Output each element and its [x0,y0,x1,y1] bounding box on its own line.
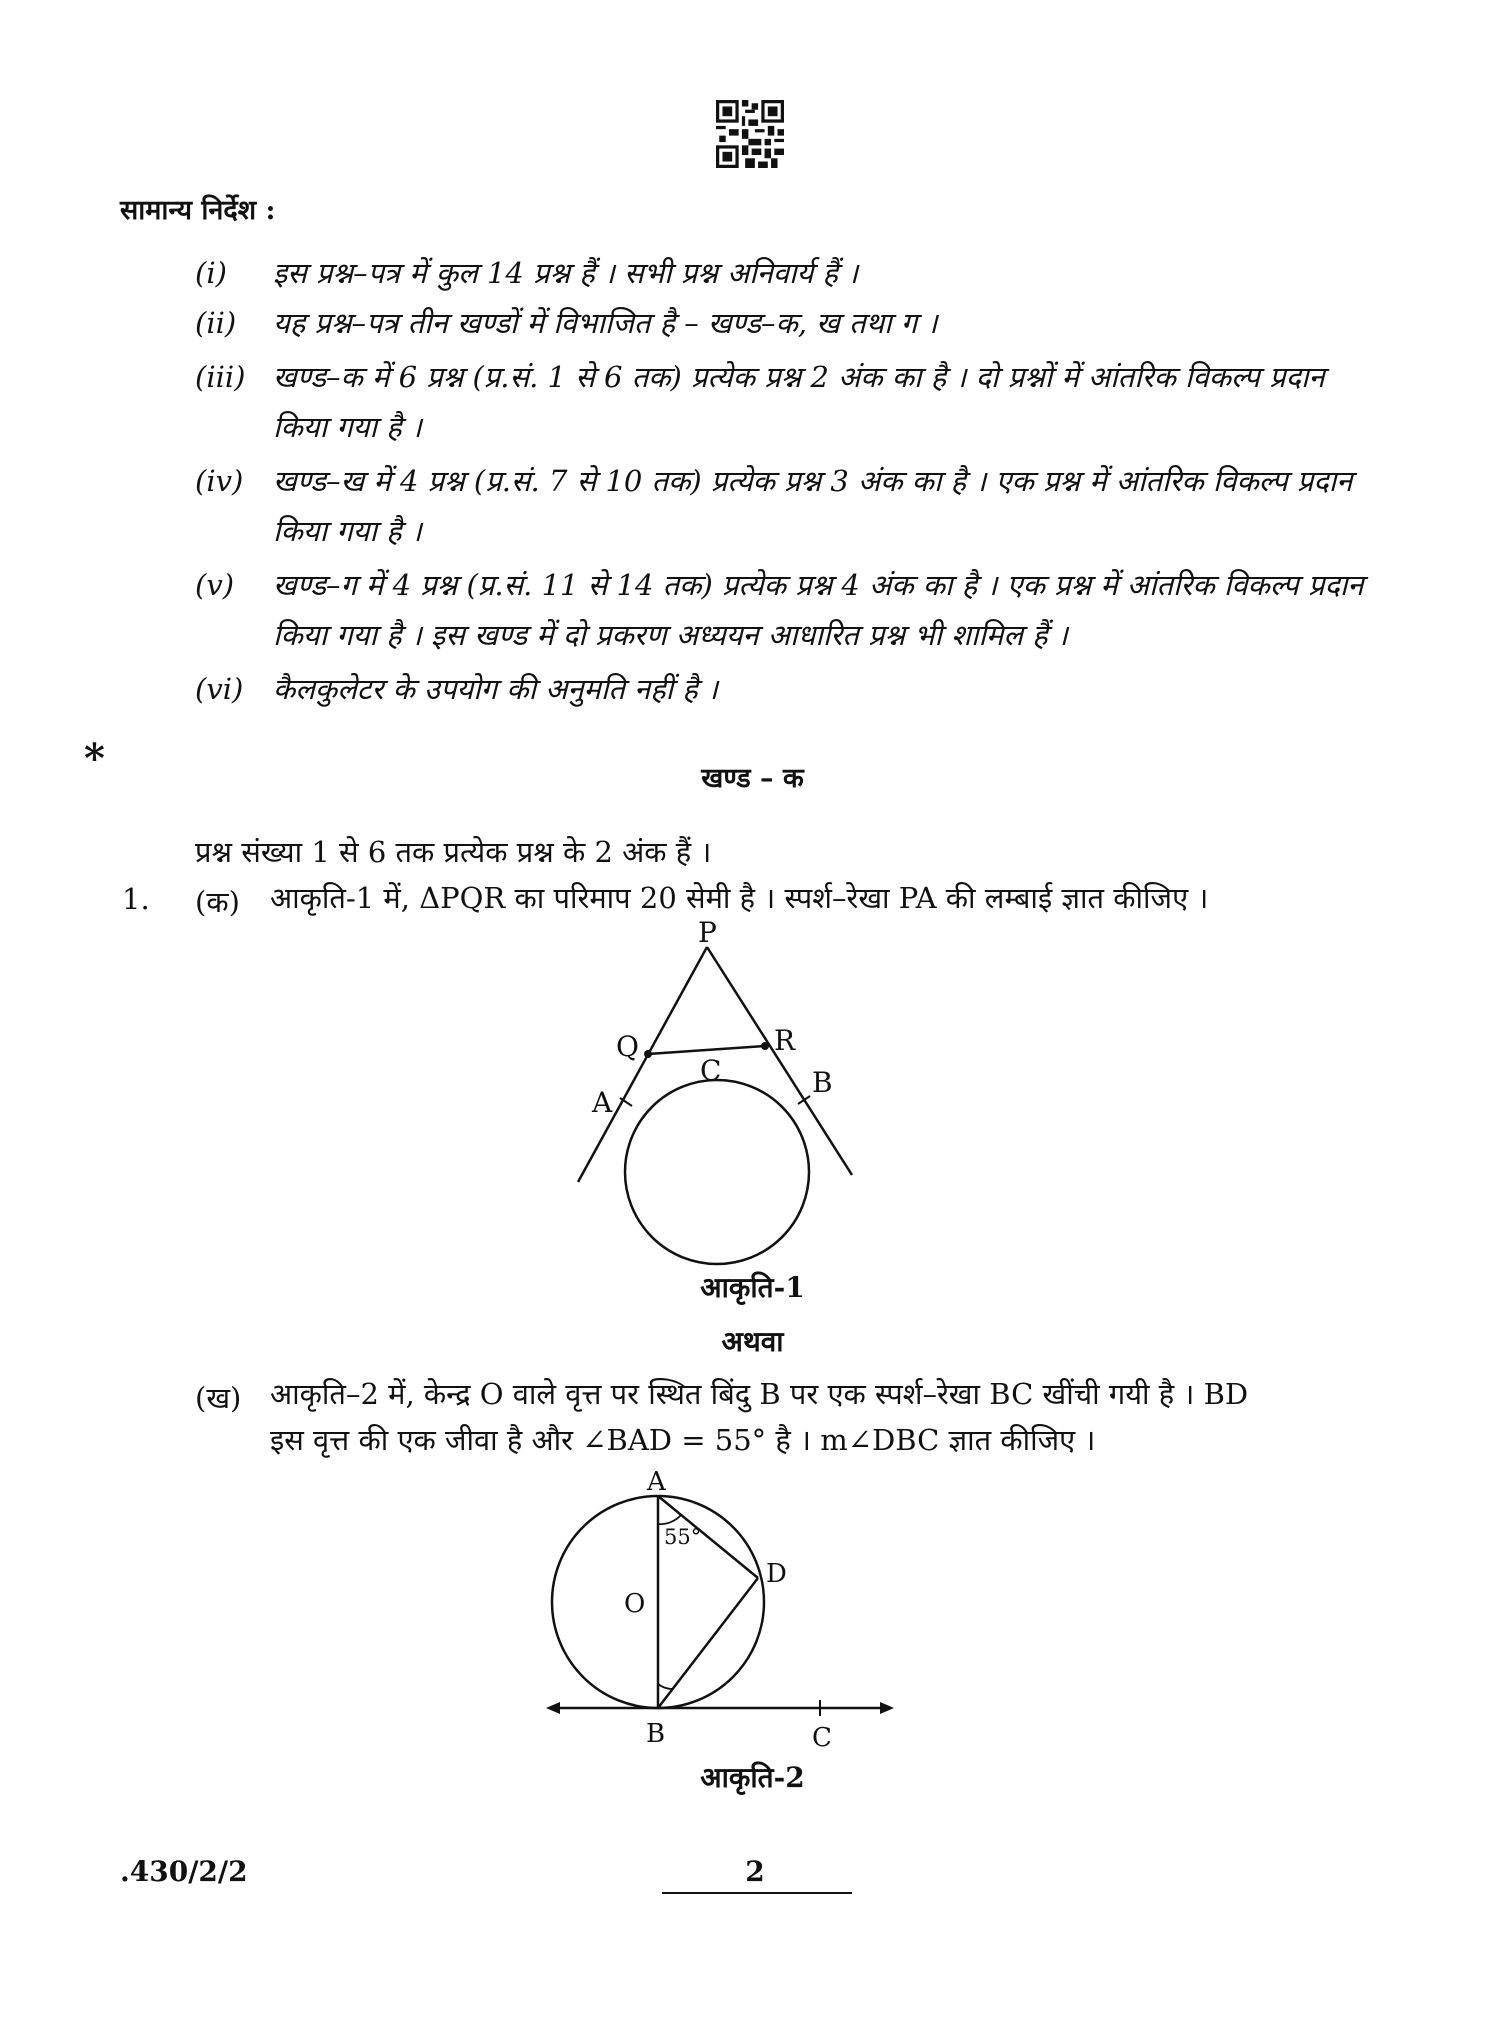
circle [625,1080,809,1264]
label-r: R [774,1024,796,1057]
part-b-line-1: आकृति–2 में, केन्द्र O वाले वृत्त पर स्थित बिंदु B पर एक स्पर्श–रेखा BC खींची गयी है । BD [270,1377,1249,1411]
angle-label: 55° [664,1525,702,1549]
instruction-text: खण्ड–ख में 4 प्रश्न (प्र.सं. 7 से 10 तक) प्रत्येक प्रश्न 3 अंक का है । एक प्रश्न में आंतरिक विकल्प प्रदान किया गया है । [273,464,1353,548]
label-a: A [592,1086,613,1119]
instruction-text: कैलकुलेटर के उपयोग की अनुमति नहीं है । [273,672,718,706]
arrow-right-icon [880,1702,894,1714]
label-c: C [812,1723,832,1753]
label-p: P [698,920,717,949]
part-a-text: आकृति-1 में, ΔPQR का परिमाप 20 सेमी है । स्पर्श–रेखा PA की लम्बाई ज्ञात कीजिए । [270,881,1209,915]
label-q: Q [616,1030,639,1063]
point-q [644,1050,652,1058]
paper-code: .430/2/2 [120,1855,248,1888]
instruction-number: (ii) [195,306,237,340]
label-o: O [624,1589,646,1619]
label-d: D [766,1559,787,1589]
instruction-text: यह प्रश्न–पत्र तीन खण्डों में विभाजित है – खण्ड–क, ख तथा ग । [273,306,938,340]
tangent-line-pa [578,947,707,1182]
part-b-line-2: इस वृत्त की एक जीवा है और ∠BAD = 55° है । m∠DBC ज्ञात कीजिए । [270,1423,1096,1457]
label-b: B [812,1066,833,1099]
instruction-text: खण्ड–ग में 4 प्रश्न (प्र.सं. 11 से 14 तक) प्रत्येक प्रश्न 4 अंक का है । एक प्रश्न में आंतरिक विकल्प प्रदान किया गया है । इस खण्ड में दो प्रकरण अध्ययन आधारित प्रश्न भी शामिल हैं । [273,568,1364,652]
figure-1-caption: आकृति-1 [700,1271,805,1304]
instruction-number: (iii) [195,360,246,394]
instruction-text: खण्ड–क में 6 प्रश्न (प्र.सं. 1 से 6 तक) प्रत्येक प्रश्न 2 अंक का है । दो प्रश्नों में आंतरिक विकल्प प्रदान किया गया है । [273,360,1325,444]
label-c: C [700,1054,722,1087]
instruction-number: (i) [195,256,227,290]
label-b: B [646,1719,666,1749]
label-a: A [647,1467,666,1497]
arrow-left-icon [546,1702,560,1714]
tangent-line-pb [707,947,852,1175]
part-b-label: (ख) [195,1381,242,1415]
star-mark: * [84,735,105,782]
figure-2-diagram [540,1464,900,1764]
instruction-number: (v) [195,568,235,602]
figure-1-diagram [560,920,880,1275]
instructions-heading: सामान्य निर्देश : [120,195,276,226]
point-r [761,1042,769,1050]
instruction-number: (iv) [195,464,244,498]
page-number: 2 [745,1855,765,1888]
chord-bd [658,1578,758,1708]
instruction-text: इस प्रश्न–पत्र में कुल 14 प्रश्न हैं । सभी प्रश्न अनिवार्य हैं । [273,256,859,290]
qr-code-icon [716,100,784,168]
figure-2-caption: आकृति-2 [700,1761,805,1794]
question-number: 1. [122,882,150,916]
angle-arc-a [658,1515,681,1524]
tangent-line-qr [648,1046,765,1054]
page-number-underline [662,1892,852,1894]
instruction-number: (vi) [195,672,244,706]
section-title: खण्ड – क [701,763,804,794]
part-a-label: (क) [195,885,240,919]
section-marks-note: प्रश्न संख्या 1 से 6 तक प्रत्येक प्रश्न के 2 अंक हैं । [195,835,712,869]
angle-arc-b [658,1684,673,1689]
or-text: अथवा [721,1325,784,1358]
